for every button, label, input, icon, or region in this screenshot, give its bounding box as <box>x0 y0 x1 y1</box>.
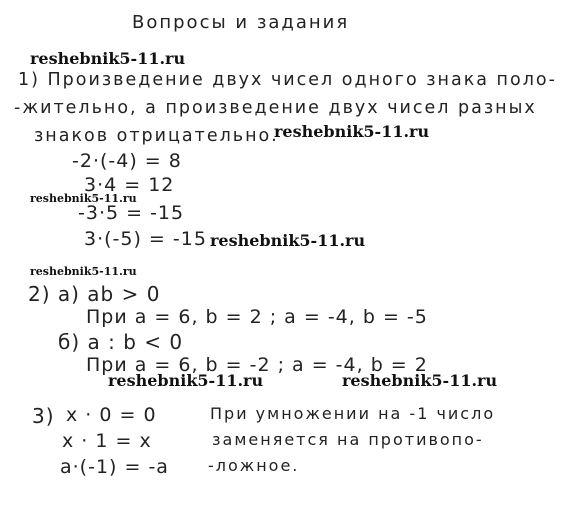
watermark-6: reshebnik5-11.ru <box>108 371 264 390</box>
watermark-2: reshebnik5-11.ru <box>274 122 430 141</box>
q1-line-1: 1) Произведение двух чисел одного знака поло- <box>18 70 557 90</box>
watermark-7: reshebnik5-11.ru <box>342 371 498 390</box>
q3-label: 3) <box>32 404 55 428</box>
q1-line-2: -жительно, а произведение двух чисел разных <box>14 98 537 118</box>
q1-line-3: знаков отрицательно. <box>34 126 279 146</box>
page-title: Вопросы и задания <box>132 12 350 33</box>
q3-explanation-2: заменяется на противопо- <box>212 430 484 449</box>
q1-example-2: 3·4 = 12 <box>84 174 175 196</box>
q3-equation-1: x · 0 = 0 <box>66 404 157 426</box>
q2-a-text: При a = 6, b = 2 ; a = -4, b = -5 <box>86 306 428 328</box>
watermark-1: reshebnik5-11.ru <box>30 49 186 68</box>
q3-equation-2: x · 1 = x <box>62 430 152 452</box>
q1-example-4: 3·(-5) = -15 <box>84 228 207 250</box>
q2-b-label: б) a : b < 0 <box>58 330 184 354</box>
watermark-5: reshebnik5-11.ru <box>30 265 137 278</box>
q1-example-1: -2·(-4) = 8 <box>72 150 182 172</box>
q3-explanation-1: При умножении на -1 число <box>210 404 496 423</box>
q2-a-label: 2) а) ab > 0 <box>28 282 161 306</box>
q3-explanation-3: -ложное. <box>208 456 300 475</box>
watermark-3: reshebnik5-11.ru <box>30 192 137 205</box>
q3-equation-3: a·(-1) = -a <box>60 456 169 478</box>
q2-b-text: При a = 6, b = -2 ; a = -4, b = 2 <box>86 354 428 376</box>
watermark-4: reshebnik5-11.ru <box>210 231 366 250</box>
q1-example-3: -3·5 = -15 <box>78 202 185 224</box>
